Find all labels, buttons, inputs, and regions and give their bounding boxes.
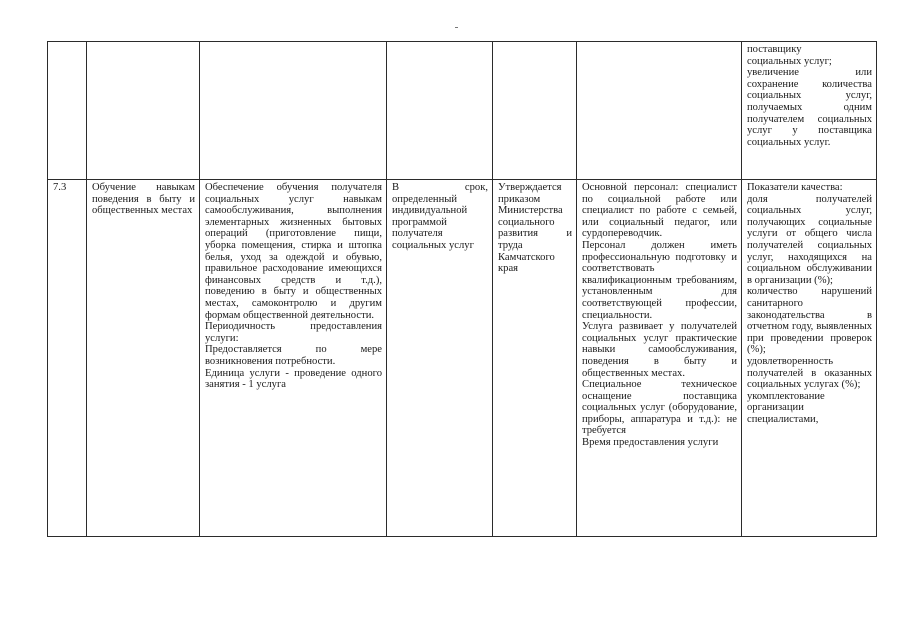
cell-conditions	[577, 42, 742, 180]
table-row-continuation	[48, 42, 877, 180]
indicator-paragraph: доля получателей социальных услуг, получающих социальные услуги от общего числа получателей социальных услуг, находящихся на социальном обслуживании в организации (%);	[747, 193, 872, 286]
condition-paragraph: Время предоставления услуги	[582, 437, 719, 449]
indicator-line: социальных услуг;	[747, 55, 832, 67]
cell-indicators	[742, 180, 877, 537]
description-paragraph: Периодичность предоставления услуги:	[205, 321, 382, 344]
description-paragraph: Единица услуги - проведение одного занятия - 1 услуга	[205, 367, 382, 391]
condition-paragraph: Основной персонал: специалист по социальной работе или специалист по работе с семьей, или социальный педагог, или сурдопереводчик.	[582, 182, 737, 240]
cell-description	[200, 42, 387, 180]
cell-name	[87, 42, 200, 180]
service-name: Обучение навыкам поведения в быту и общественных местах	[92, 182, 195, 217]
condition-paragraph: Персонал должен иметь профессиональную подготовку и соответствовать квалификационным требованиям, установленным для соответствующей профессии, специальности.	[582, 239, 737, 321]
cell-tariff	[493, 42, 577, 180]
cell-description	[200, 180, 387, 537]
indicator-line: увеличение или сохранение количества социальных услуг, получаемых одним получателем социальных услуг у поставщика социальных услуг.	[747, 67, 872, 148]
description-paragraph: Предоставляется по мере возникновения потребности.	[205, 344, 382, 367]
condition-paragraph: Специальное техническое оснащение поставщика социальных услуг (оборудование, приборы, аппаратура и т.д.): не требуется	[582, 379, 737, 437]
service-tariff: Утверждается приказом Министерства социального развития и труда Камчатского края	[498, 182, 572, 275]
indicator-paragraph: количество нарушений санитарного законодательства в отчетном году, выявленных при проведении проверок (%);	[747, 286, 872, 356]
cell-tariff	[493, 180, 577, 537]
indicator-paragraph: укомплектование организации специалистами,	[747, 390, 825, 425]
description-paragraph: Обеспечение обучения получателя социальных услуг навыкам самообслуживания, выполнения элементарных жизненных бытовых операций (приготовление пищи, уборка помещения, стирка и штопка белья, уход за одеждой и обувью, правильное расходование имеющихся финансовых средств и т.д.), поведению в быту и общественных местах, самоконтролю и другим формам общественной деятельности.	[205, 182, 382, 321]
cell-number	[48, 180, 87, 537]
scan-mark	[455, 27, 458, 28]
cell-indicators	[742, 42, 877, 180]
table-row-service	[48, 180, 877, 537]
indicator-paragraph: удовлетворенность получателей в оказанных социальных услугах (%);	[747, 355, 872, 391]
cell-term	[387, 180, 493, 537]
cell-number	[48, 42, 87, 180]
services-table	[47, 41, 877, 537]
service-number: 7.3	[53, 182, 67, 193]
cell-conditions	[577, 180, 742, 537]
indicator-line: поставщику	[747, 44, 802, 55]
cell-term	[387, 42, 493, 180]
cell-name	[87, 180, 200, 537]
indicator-paragraph: Показатели качества:	[747, 182, 843, 193]
condition-paragraph: Услуга развивает у получателей социальных услуг практические навыки самообслуживания, поведения в быту и общественных местах.	[582, 321, 737, 379]
service-term: В срок, определенный индивидуальной программой получателя социальных услуг	[392, 182, 488, 251]
